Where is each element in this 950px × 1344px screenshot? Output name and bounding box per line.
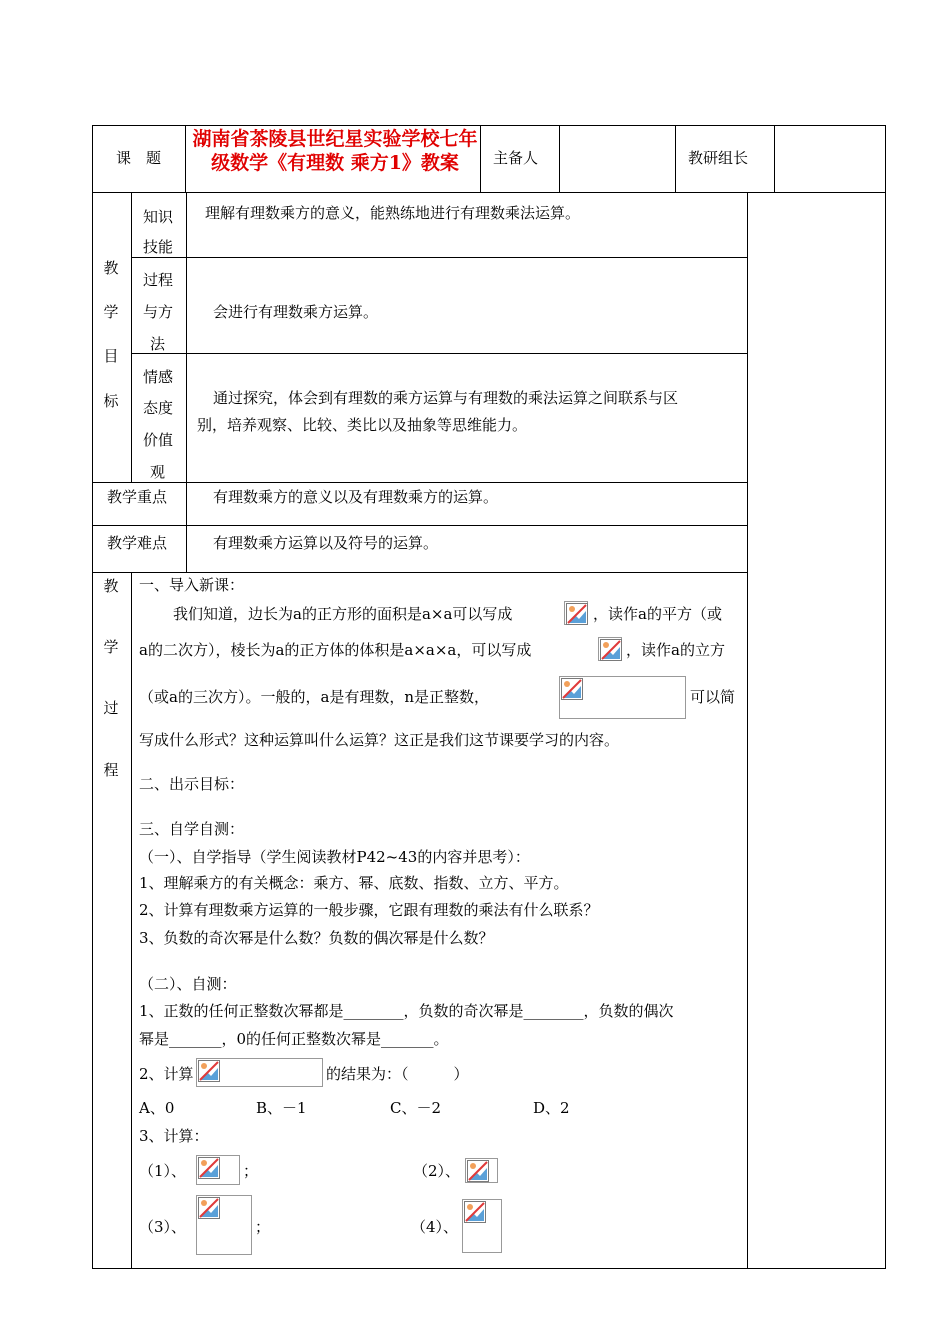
intro-line-2b: ，读作a的立方 bbox=[626, 641, 725, 659]
guide-item-1: 1、理解乘方的有关概念：乘方、幂、底数、指数、立方、平方。 bbox=[139, 874, 569, 892]
section-2-heading: 二、出示目标： bbox=[139, 775, 245, 793]
calc-1-end: ； bbox=[243, 1162, 259, 1180]
calc-1-label: （1）、 bbox=[139, 1162, 187, 1180]
difficulty-label: 教学难点 bbox=[107, 534, 168, 552]
test-item-3: 3、计算： bbox=[139, 1127, 209, 1145]
test-item-2a: 2、计算 bbox=[139, 1065, 194, 1083]
key-point-text: 有理数乘方的意义以及有理数乘方的运算。 bbox=[213, 488, 499, 506]
image-placeholder-icon bbox=[196, 1155, 240, 1185]
difficulty-text: 有理数乘方运算以及符号的运算。 bbox=[213, 534, 439, 552]
course-label: 课 题 bbox=[116, 149, 162, 167]
intro-line-3b: 可以简 bbox=[690, 688, 736, 706]
calc-3-label: （3）、 bbox=[139, 1218, 187, 1236]
test-heading: （二）、自测： bbox=[139, 975, 237, 993]
process-label-1: 过程 bbox=[143, 271, 174, 289]
emotion-label-4: 观 bbox=[150, 463, 166, 481]
process-side-label-1: 教 bbox=[103, 577, 119, 595]
objectives-side-label-1: 教 bbox=[103, 259, 119, 277]
calc-2-label: （2）、 bbox=[413, 1162, 461, 1180]
process-side-label-3: 过 bbox=[103, 699, 119, 717]
process-label-2: 与方 bbox=[143, 303, 174, 321]
option-a: A、0 bbox=[139, 1099, 175, 1117]
knowledge-label-2: 技能 bbox=[143, 238, 174, 256]
intro-line-3a: （或a的三次方）。一般的，a是有理数，n是正整数， bbox=[139, 688, 490, 706]
image-placeholder-icon bbox=[196, 1195, 252, 1255]
image-placeholder-icon bbox=[196, 1058, 323, 1087]
image-placeholder-icon bbox=[564, 601, 588, 625]
image-placeholder-icon bbox=[462, 1199, 502, 1253]
knowledge-text: 理解有理数乘方的意义，能熟练地进行有理数乘法运算。 bbox=[205, 204, 581, 222]
intro-line-1a: 我们知道，边长为a的正方形的面积是a×a可以写成 bbox=[173, 605, 513, 623]
test-item-1a: 1、正数的任何正整数次幂都是________，负数的奇次幂是________，负数的偶次 bbox=[139, 1002, 674, 1020]
image-placeholder-icon bbox=[559, 676, 686, 719]
guide-item-3: 3、负数的奇次幂是什么数？负数的偶次幂是什么数？ bbox=[139, 929, 494, 947]
emotion-text-1: 通过探究，体会到有理数的乘方运算与有理数的乘法运算之间联系与区 bbox=[213, 389, 679, 407]
calc-3-end: ； bbox=[255, 1218, 271, 1236]
image-placeholder-icon bbox=[598, 637, 622, 661]
emotion-label-2: 态度 bbox=[143, 399, 174, 417]
process-label-3: 法 bbox=[150, 335, 166, 353]
key-point-label: 教学重点 bbox=[107, 488, 168, 506]
image-placeholder-icon bbox=[465, 1158, 498, 1183]
process-side-label-2: 学 bbox=[103, 638, 119, 656]
option-c: C、－2 bbox=[390, 1099, 442, 1117]
guide-item-2: 2、计算有理数乘方运算的一般步骤，它跟有理数的乘法有什么联系？ bbox=[139, 901, 599, 919]
test-item-1b: 幂是_______，0的任何正整数次幂是_______。 bbox=[139, 1030, 449, 1048]
test-item-2b: 的结果为：（ ） bbox=[326, 1065, 469, 1083]
objectives-side-label-2: 学 bbox=[103, 303, 119, 321]
option-b: B、－1 bbox=[256, 1099, 307, 1117]
section-1-heading: 一、导入新课： bbox=[139, 576, 245, 594]
preparer-label: 主备人 bbox=[493, 149, 539, 167]
intro-line-2a: a的二次方），棱长为a的正方体的体积是a×a×a，可以写成 bbox=[139, 641, 532, 659]
objectives-side-label-3: 目 bbox=[103, 347, 119, 365]
page-title: 湖南省茶陵县世纪星实验学校七年级数学《有理数 乘方1》教案 bbox=[192, 128, 478, 174]
emotion-text-2: 别，培养观察、比较、类比以及抽象等思维能力。 bbox=[197, 416, 528, 434]
section-3-heading: 三、自学自测： bbox=[139, 820, 245, 838]
process-side-label-4: 程 bbox=[103, 761, 119, 779]
intro-line-4: 写成什么形式？这种运算叫什么运算？这正是我们这节课要学习的内容。 bbox=[139, 731, 620, 749]
calc-4-label: （4）、 bbox=[411, 1218, 459, 1236]
option-d: D、2 bbox=[533, 1099, 570, 1117]
guide-heading: （一）、自学指导（学生阅读教材P42~43的内容并思考）： bbox=[139, 848, 530, 866]
leader-label: 教研组长 bbox=[688, 149, 749, 167]
intro-line-1b: ，读作a的平方（或 bbox=[593, 605, 722, 623]
emotion-label-3: 价值 bbox=[143, 431, 174, 449]
process-text: 会进行有理数乘方运算。 bbox=[213, 303, 379, 321]
emotion-label-1: 情感 bbox=[143, 368, 174, 386]
knowledge-label-1: 知识 bbox=[143, 208, 174, 226]
objectives-side-label-4: 标 bbox=[103, 392, 119, 410]
